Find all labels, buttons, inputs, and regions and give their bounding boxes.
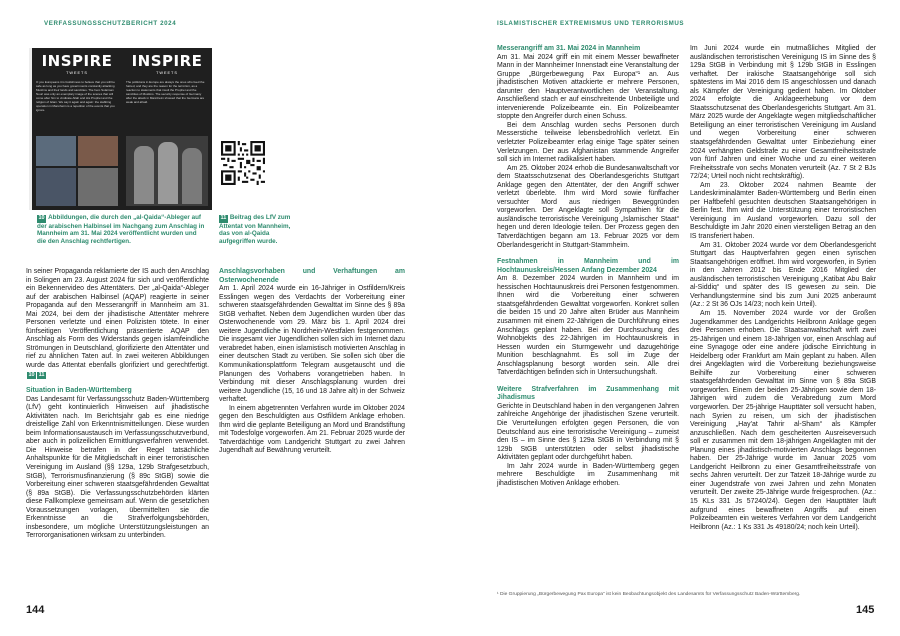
paragraph: Gerichte in Deutschland haben in den vergangenen Jahren zahlreiche Angehörige der jihadistischen Szene verurteilt. Die Verurteilungen erfolgten gegen Personen, die von Deutschland aus eine terroristische Vereinigung – zumeist den IS – im Sinne des § 129a StGB in Verbindung mit § 129b StGB unterstützten oder selbst jihadistische Aktivitäten geplant oder durchgeführt haben.: [497, 402, 679, 462]
magazine-page-1: [32, 48, 122, 210]
page-number-left: 144: [26, 604, 45, 616]
paragraph: Im Jahr 2024 wurde in Baden-Württemberg gegen mehrere Beschuldigte im Zusammenhang mit jihadistischen Motiven Anklage erhoben.: [497, 462, 679, 487]
running-header-right: ISLAMISTISCHER EXTREMISMUS UND TERRORISMUS: [497, 20, 685, 27]
text-column-4: [690, 45, 876, 532]
figure-ref[interactable]: 10: [28, 371, 35, 378]
paragraph: Das Landesamt für Verfassungsschutz Baden-Württemberg (LfV) geht kontinuierlich Hinweisen auf jihadistische Aktivitäten nach. Im Berichtsjahr gab es eine niedrige dreistellige Zahl von Erkenntnismitteilungen. Diese wurden beim Informationsaustausch im Verfassungsschutzverbund, aber auch in polizeilichen Ermittlungsverfahren verwendet. Die Hinweise betrafen in der Regel tatsächliche Anhaltspunkte für die Mitgliedschaft in einer terroristischen Vereinigung im Ausland (§§ 129a, 129b Strafgesetzbuch, StGB), Terrorismusfinanzierung (§ 89c StGB) sowie die Vorbereitung einer schweren staatsgefährdenden Gewalttat (§ 89a StGB). Die Verfassungsschutzbehörden klärten diese Fallkomplexe gemeinsam auf. Wenn die gesetzlichen Voraussetzungen vorlagen, übermittelten sie die Erkenntnisse an die Strafverfolgungsbehörden, insbesondere, um mögliche Unterstützungsleistungen an Terrororganisationen wirksam zu unterbinden.: [26, 395, 209, 540]
paragraph: Am 8. Dezember 2024 wurden in Mannheim und im hessischen Hochtaunuskreis drei Personen festgenommen. Ihnen wird die Vorbereitung einer schweren staatsgefährdenden Gewalttat vorgeworfen. Konkret sollen die beiden 15 und 20 Jahre alten Brüder aus Mannheim zusammen mit einem 22-Jährigen die Durchführung eines Anschlags geplant haben. Bei der Durchsuchung des Wohnobjekts des 22-Jährigen im Hochtaunuskreis in Hessen wurden ein Sturmgewehr und dazugehörige Munition beschlagnahmt. Es soll im Zuge der Anschlagsplanung besorgt worden sein. Alle drei Tatverdächtigen befinden sich in Untersuchungshaft.: [497, 275, 679, 377]
footnote: ¹ Die Gruppierung „Bürgerbewegung Pax Europa“ ist kein Beobachtungsobjekt des Landesamts für Verfassungsschutz Baden-Württemberg.: [497, 592, 801, 597]
paragraph: Am 31. Mai 2024 griff ein mit einem Messer bewaffneter Mann in der Mannheimer Innenstadt eine Veranstaltung der Gruppe „Bürgerbewegung Pax Europa“¹ an. Aus jihadistischen Motiven attackierte er mehrere Personen, darunter den Hauptverantwortlichen der Veranstaltung. Anschließend stach er auf einschreitende Unbeteiligte und intervenierende Polizeibeamte ein. Ein Polizeibeamter stoppte den Angreifer durch einen Schuss.: [497, 53, 679, 121]
figure-caption-right: [219, 214, 301, 245]
magazine-title: INSPIRE: [41, 52, 113, 70]
person-figure: [182, 148, 202, 204]
running-header-left: VERFASSUNGSSCHUTZBERICHT 2024: [44, 20, 177, 27]
text-column-3: [497, 45, 679, 488]
figure-magazines: [29, 48, 212, 210]
section-heading: Situation in Baden-Württemberg: [26, 387, 132, 395]
section-heading: Anschlagsvorhaben und Verhaftungen am Osterwochenende: [219, 268, 405, 284]
photo-image: [78, 136, 118, 166]
paragraph: Bei dem Anschlag wurden sechs Personen durch Messerstiche teilweise lebensbedrohlich verletzt. Ein verletzter Polizeibeamter erlag einige Tage später seinen Verletzungen. Der aus Afghanistan stammende Angreifer soll sich im Internet radikalisiert haben.: [497, 121, 679, 164]
qr-code-icon[interactable]: [221, 141, 265, 185]
paragraph-text: In seiner Propaganda reklamierte der IS auch den Anschlag in Solingen am 23. August 2024 für sich und veröffentlichte ein Bekennervideo des Attentäters. Der „al-Qaida“-Ableger auf der arabischen Halbinsel (AQAP) reagierte in seiner Propaganda auf den Messerangriff in Mannheim am 31. Mai 2024, bei dem der jihadistische Attentäter mehrere Personen verletzte und einen Polizisten tötete. In einer fünfseitigen Veröffentlichung präsentierte AQAP den Anschlag als Form des Widerstands gegen islamfeindliche Strömungen in Deutschland, glorifizierte den Attentäter und rief zu ähnlichen Taten auf. In zwei weiteren Abbildungen wurde das Attentat ebenfalls glorifiziert und gerechtfertigt.: [26, 268, 209, 370]
text-column-1: [26, 268, 209, 541]
paragraph: Am 15. November 2024 wurde vor der Großen Jugendkammer des Landgerichts Heilbronn Anklage gegen drei Personen erhoben. Die Staatsanwaltschaft wirft zwei 25-Jährigen und einem 18-Jährigen vor, einen Anschlag auf eine Synagoge oder eine andere jüdische Einrichtung in Heidelberg oder Frankfurt am Main geplant zu haben. Allen drei Angeklagten wird die Vorbereitung beziehungsweise Beihilfe zur Vorbereitung einer schweren staatsgefährdenden Gewalttat im Sinne von § 89a StGB vorgeworfen. Einem der beiden 25-Jährigen sowie dem 18-Jährigen wird zudem die Verabredung zum Mord vorgeworfen. Der 25-jährige Haupttäter soll versucht haben, nach Syrien zu reisen, um sich der jihadistischen Vereinigung „Hay’at Tahrir al-Sham“ als Kämpfer anzuschließen. Nach dem gescheiterten Ausreiseversuch soll er zusammen mit dem 18-jährigen Angeklagten mit der Planung eines jihadistisch-motivierten Anschlags begonnen haben. Der 25-Jährige wurde im Januar 2025 vom Landgericht Heilbronn zu einer Gesamtfreiheitsstrafe von sechs Jahren verurteilt. Der zur Tatzeit 18-Jährige wurde zu einer Jugendstrafe von zwei Jahren und zehn Monaten verurteilt. Der zweite 25-Jährige wurde freigesprochen. (Az.: 15 KLs 331 Js 57240/24). Gegen den Haupttäter läuft aufgrund eines bewaffneten Angriffs auf einen Polizeibeamten ein weiteres Verfahren vor dem Landgericht Heilbronn (Az.: 1 Ks 331 Js 49180/24; noch kein Urteil).: [690, 309, 876, 531]
caption-number: 11: [220, 215, 227, 221]
paragraph: Am 23. Oktober 2024 nahmen Beamte der Landeskriminalämter Baden-Württemberg und Berlin einen per Haftbefehl gesuchten deutschen Staatsangehörigen in Berlin fest. Ihm wird die Unterstützung einer terroristischen Vereinigung im Ausland vorgeworfen. Dazu soll der Beschuldigte im Jahr 2020 einen vierstelligen Betrag an den IS transferiert haben.: [690, 181, 876, 241]
person-figure: [158, 142, 178, 204]
photo-image: [36, 136, 76, 166]
section-heading: Weitere Strafverfahren im Zusammenhang mit Jihadismus: [497, 385, 679, 402]
magazine-subtitle: TWEETS: [66, 71, 88, 75]
caption-text: Abbildungen, die durch den „al-Qaida“-Ableger auf der arabischen Halbinsel im Nachgang zum Anschlag in Mannheim am 31. Mai 2024 veröffentlicht wurden und die den Anschlag rechtfertigen.: [37, 214, 205, 245]
section-heading: Festnahmen in Mannheim und im Hochtaunuskreis/Hessen Anfang Dezember 2024: [497, 258, 679, 274]
paragraph: [26, 268, 209, 379]
magazine-text: The politicians in Europe are always the ones who feed the hatred, and they are the reason for the terrorism, as a reaction to statements that insult the Prophet and the sanctities of Muslims. The security response of Germany after the attack in Mannheim showed that the Germans are weak and afraid.: [126, 80, 205, 104]
paragraph: Am 1. April 2024 wurde ein 16-Jähriger in Ostfildern/Kreis Esslingen wegen des Verdachts der Vorbereitung einer schweren staatsgefährdenden Gewalttat im Sinne des § 89a StGB verhaftet. Neben dem Jugendlichen wurden über das Osterwochenende vom 29. März bis 1. April 2024 drei weitere Jugendliche in Nordrhein-Westfalen festgenommen. Die insgesamt vier Jugendlichen sollen sich im Internet dazu verabredet haben, einen islamistisch motivierten Anschlag in einer deutschen Stadt zu verüben. Sie sollen sich über die Kommunikationsplattform Telegram ausgetauscht und die Planungen des Vorhabens vorangetrieben haben. In Verbindung mit dieser Anschlagsplanung wurden drei weitere Jugendliche (15, 16 und 18 Jahre alt) in der Schweiz verhaftet.: [219, 285, 405, 404]
person-figure: [134, 146, 154, 204]
page-number-right: 145: [856, 604, 875, 616]
text-column-2: [219, 268, 405, 456]
caption-text: Beitrag des LfV zum Attentat von Mannheim, das von al-Qaida aufgegriffen wurde.: [219, 214, 291, 245]
paragraph: Im Juni 2024 wurde ein mutmaßliches Mitglied der ausländischen terroristischen Vereinigung IS im Sinne des § 129a StGB in Verbindung mit § 129b StGB in Esslingen verhaftet. Der irakische Staatsangehörige soll sich spätestens im Mai 2016 dem IS angeschlossen und danach als Kämpfer der Vereinigung gedient haben. Im Oktober 2024 erfolgte die Anklageerhebung vor dem Staatsschutzsenat des Oberlandesgerichts Stuttgart. Am 31. März 2025 wurde der Angeklagte wegen mitgliedschaftlicher Beteiligung an einer terroristischen Vereinigung im Ausland und wegen Vorbereitung einer schweren staatsgefährdenden Gewalttat unter Einbeziehung einer 2024 verhängten Geldstrafe zu einer Gesamtfreiheitsstrafe von fünf Jahren und einer Woche und zu einer weiteren Freiheitsstrafe von sechs Monaten verurteilt (Az. 7 St 2 BJs 72/24; Urteil noch nicht rechtskräftig).: [690, 45, 876, 181]
magazine-page-2: [122, 48, 212, 210]
figure-caption-left: [37, 214, 205, 245]
paragraph: Am 25. Oktober 2024 erhob die Bundesanwaltschaft vor dem Staatsschutzsenat des Oberlandesgerichts Stuttgart Anklage gegen den Attentäter, der den Angriff schwer verletzt überlebte. Ihm wird Mord sowie fünffacher versuchter Mord aus niedrigen Beweggründen vorgeworfen. Der Angeklagte soll Sympathien für die ausländische terroristische Vereinigung „Islamischer Staat“ hegen und deren Ideologie teilen. Der Prozess gegen den Tatverdächtigen begann am 13. Februar 2025 vor dem Oberlandesgericht in Stuttgart-Stammheim.: [497, 164, 679, 249]
photo-image: [36, 168, 76, 206]
photo-image: [78, 168, 118, 206]
magazine-title: INSPIRE: [131, 52, 203, 70]
section-heading: Messerangriff am 31. Mai 2024 in Mannheim: [497, 45, 641, 52]
paragraph: In einem abgetrennten Verfahren wurde im Oktober 2024 gegen den Beschuldigten aus Ostfildern Anklage erhoben. Ihm wird die geplante Beteiligung an Mord und Brandstiftung mit Todesfolge vorgeworfen. Am 21. Februar 2025 wurde der Tatverdächtige vom Landgericht Stuttgart zu zwei Jahren Jugendhaft auf Bewährung verurteilt.: [219, 404, 405, 455]
caption-number: 10: [38, 215, 45, 221]
paragraph: Am 31. Oktober 2024 wurde vor dem Oberlandesgericht Stuttgart das Hauptverfahren gegen einen syrischen Staatsangehörigen eröffnet. Ihm wird vorgeworfen, in Syrien in den Jahren 2012 bis Ende 2016 Mitglied der ausländischen terroristischen Vereinigung „Katibat Abu Bakr al-Siddiq“ und später des IS gewesen zu sein. Die Verhandlungstermine sind bis zum Juni 2025 anberaumt (Az.: 2 St 36 OJs 14/23; noch kein Urteil).: [690, 241, 876, 309]
magazine-subtitle: TWEETS: [156, 71, 178, 75]
figure-ref[interactable]: 11: [38, 371, 45, 378]
magazine-text: O you Europeans it is foolishness to believe that you will be safe as long as you have governments constantly attacking Muslims and their lands and sanctities. The hero Sulaiman Nouri was only an exemplary image of the scenes that will come after him to vindicate Allah and His Prophet and the religion of Islam. We say it again and again: the stabbing operation in Mannheim is a repetition of the events that you ignore.: [36, 80, 115, 112]
